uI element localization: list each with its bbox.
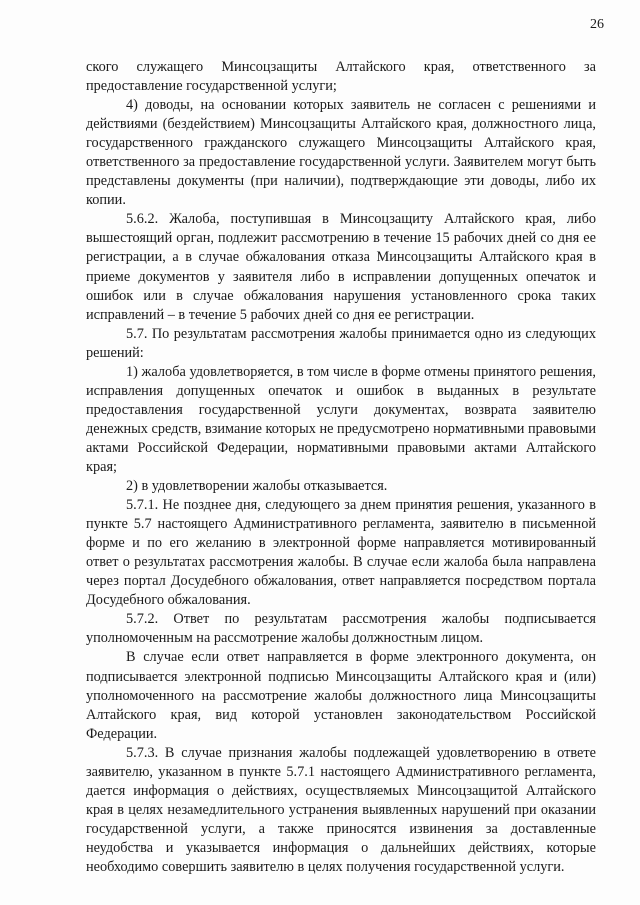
paragraph-5-7-2: 5.7.2. Ответ по результатам рассмотрения жалобы подписывается уполномоченным на рассмотрение жалобы должностным лицом. (86, 611, 596, 647)
paragraph-5-6-2: 5.6.2. Жалоба, поступившая в Минсоцзащиту Алтайского края, либо вышестоящий орган, подлежит рассмотрению в течение 15 рабочих дней со дня ее регистрации, а в случае обжалования отказа Минсоцзащиты Алтайского края в приеме документов у заявителя либо в исправлении допущенных опечаток и ошибок или в случае обжалования нарушения установленного срока таких исправлений – в течение 5 рабочих дней со дня ее регистрации. (86, 211, 596, 323)
document-body (86, 58, 596, 877)
page-number: 26 (590, 17, 604, 32)
paragraph-decision-1: 1) жалоба удовлетворяется, в том числе в форме отмены принятого решения, исправления допущенных опечаток и ошибок в выданных в результате предоставления государственной услуги документах, возврата заявителю денежных средств, взимание которых не предусмотрено нормативными правовыми актами Российской Федерации, нормативными правовыми актами Алтайского края; (86, 363, 596, 475)
paragraph-5-7-1: 5.7.1. Не позднее дня, следующего за днем принятия решения, указанного в пункте 5.7 настоящего Административного регламента, заявителю в письменной форме и по его желанию в электронной форме направляется мотивированный ответ о результатах рассмотрения жалобы. В случае если жалоба была направлена через портал Досудебного обжалования, ответ направляется посредством портала Досудебного обжалования. (86, 497, 596, 609)
paragraph-5-7-3: 5.7.3. В случае признания жалобы подлежащей удовлетворению в ответе заявителю, указанном в пункте 5.7.1 настоящего Административного регламента, дается информация о действиях, осуществляемых Минсоцзащитой Алтайского края в целях незамедлительного устранения выявленных нарушений при оказании государственной услуги, а также приносятся извинения за доставленные неудобства и указывается информация о дальнейших действиях, которые необходимо совершить заявителю в целях получения государственной услуги. (86, 744, 596, 875)
paragraph-5-7: 5.7. По результатам рассмотрения жалобы принимается одно из следующих решений: (86, 325, 596, 361)
paragraph-continuation: ского служащего Минсоцзащиты Алтайского края, ответственного за предоставление государственной услуги; (86, 59, 596, 95)
paragraph-item-4-arguments: 4) доводы, на основании которых заявитель не согласен с решениями и действиями (бездействием) Минсоцзащиты Алтайского края, должностного лица, государственного гражданского служащего Минсоцзащиты Алтайского края, ответственного за предоставление государственной услуги. Заявителем могут быть представлены документы (при наличии), подтверждающие эти доводы, либо их копии. (86, 97, 596, 209)
paragraph-electronic-signature: В случае если ответ направляется в форме электронного документа, он подписывается электронной подписью Минсоцзащиты Алтайского края и (или) уполномоченного на рассмотрение жалобы должностного лица Минсоцзащиты Алтайского края, вид которой установлен законодательством Российской Федерации. (86, 649, 596, 742)
paragraph-decision-2: 2) в удовлетворении жалобы отказывается. (126, 478, 388, 495)
